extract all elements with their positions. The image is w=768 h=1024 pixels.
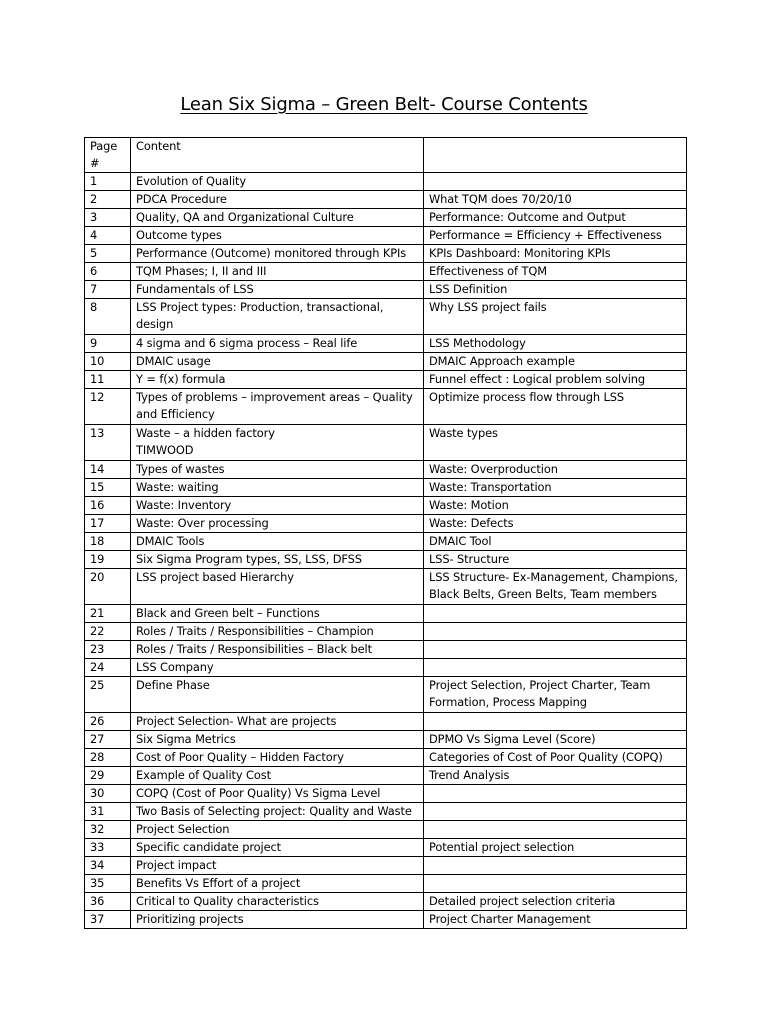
content-cell: Types of problems – improvement areas – Quality and Efficiency [131,389,424,425]
content-cell: LSS Company [131,659,424,677]
extra-cell: Waste: Transportation [424,479,687,497]
content-cell: COPQ (Cost of Poor Quality) Vs Sigma Level [131,785,424,803]
table-row [85,605,687,623]
extra-cell: Funnel effect : Logical problem solving [424,371,687,389]
page-number-cell: 28 [85,749,131,767]
table-row [85,731,687,749]
content-cell: Cost of Poor Quality – Hidden Factory [131,749,424,767]
content-cell: Black and Green belt – Functions [131,605,424,623]
content-cell: Performance (Outcome) monitored through KPIs [131,245,424,263]
extra-cell: Waste: Motion [424,497,687,515]
extra-cell: Effectiveness of TQM [424,263,687,281]
header-content: Content [131,138,424,173]
page-number-cell: 23 [85,641,131,659]
extra-cell [424,641,687,659]
document-title: Lean Six Sigma – Green Belt- Course Contents [180,94,588,115]
page-number-cell: 30 [85,785,131,803]
table-row [85,767,687,785]
extra-cell: Why LSS project fails [424,299,687,335]
table-row [85,425,687,461]
content-cell: Benefits Vs Effort of a project [131,875,424,893]
table-row [85,263,687,281]
page-number-cell: 10 [85,353,131,371]
extra-cell [424,857,687,875]
page-number-cell: 16 [85,497,131,515]
extra-cell: DMAIC Approach example [424,353,687,371]
content-cell: Prioritizing projects [131,911,424,929]
header-extra [424,138,687,173]
page-number-cell: 5 [85,245,131,263]
table-row [85,335,687,353]
content-cell: Critical to Quality characteristics [131,893,424,911]
content-cell: PDCA Procedure [131,191,424,209]
page-number-cell: 4 [85,227,131,245]
table-row [85,173,687,191]
table-row [85,533,687,551]
extra-cell [424,623,687,641]
extra-cell: Categories of Cost of Poor Quality (COPQ) [424,749,687,767]
table-row [85,461,687,479]
table-row [85,803,687,821]
page-number-cell: 20 [85,569,131,605]
content-cell: Y = f(x) formula [131,371,424,389]
content-cell: DMAIC Tools [131,533,424,551]
page-number-cell: 36 [85,893,131,911]
page-number-cell: 21 [85,605,131,623]
table-row [85,245,687,263]
extra-cell [424,803,687,821]
table-row [85,299,687,335]
table-row [85,857,687,875]
page-number-cell: 1 [85,173,131,191]
page-number-cell: 22 [85,623,131,641]
table-row [85,677,687,713]
extra-cell [424,875,687,893]
content-cell: Roles / Traits / Responsibilities – Champion [131,623,424,641]
extra-cell: LSS Structure- Ex-Management, Champions, Black Belts, Green Belts, Team members [424,569,687,605]
page-number-cell: 11 [85,371,131,389]
content-cell: Project impact [131,857,424,875]
content-cell: Waste: Over processing [131,515,424,533]
extra-cell [424,173,687,191]
extra-cell: LSS Methodology [424,335,687,353]
page-number-cell: 33 [85,839,131,857]
table-row [85,497,687,515]
table-row [85,281,687,299]
table-header-row [85,138,687,173]
page-number-cell: 6 [85,263,131,281]
page-number-cell: 15 [85,479,131,497]
page-number-cell: 9 [85,335,131,353]
content-cell: Fundamentals of LSS [131,281,424,299]
content-cell: Roles / Traits / Responsibilities – Black belt [131,641,424,659]
content-cell: Project Selection- What are projects [131,713,424,731]
content-cell: Evolution of Quality [131,173,424,191]
extra-cell: Performance = Efficiency + Effectiveness [424,227,687,245]
page-number-cell: 14 [85,461,131,479]
content-cell: Outcome types [131,227,424,245]
content-cell: LSS project based Hierarchy [131,569,424,605]
extra-cell: Optimize process flow through LSS [424,389,687,425]
page-number-cell: 3 [85,209,131,227]
page-number-cell: 34 [85,857,131,875]
extra-cell: DPMO Vs Sigma Level (Score) [424,731,687,749]
extra-cell: KPIs Dashboard: Monitoring KPIs [424,245,687,263]
extra-cell [424,659,687,677]
table-row [85,659,687,677]
table-row [85,785,687,803]
header-page-number: Page # [85,138,131,173]
extra-cell: Waste: Overproduction [424,461,687,479]
table-row [85,353,687,371]
extra-cell: What TQM does 70/20/10 [424,191,687,209]
content-cell: Six Sigma Metrics [131,731,424,749]
table-row [85,911,687,929]
content-cell: Waste: waiting [131,479,424,497]
page-number-cell: 25 [85,677,131,713]
page-number-cell: 13 [85,425,131,461]
content-cell: Types of wastes [131,461,424,479]
page-number-cell: 2 [85,191,131,209]
table-row [85,713,687,731]
content-cell: Six Sigma Program types, SS, LSS, DFSS [131,551,424,569]
content-cell: LSS Project types: Production, transactional, design [131,299,424,335]
page-number-cell: 35 [85,875,131,893]
content-cell: Waste: Inventory [131,497,424,515]
table-row [85,569,687,605]
extra-cell: Waste types [424,425,687,461]
content-cell: Quality, QA and Organizational Culture [131,209,424,227]
table-row [85,551,687,569]
page-number-cell: 26 [85,713,131,731]
extra-cell: LSS- Structure [424,551,687,569]
table-row [85,227,687,245]
content-cell: DMAIC usage [131,353,424,371]
page-number-cell: 29 [85,767,131,785]
table-row [85,371,687,389]
page-number-cell: 8 [85,299,131,335]
table-row [85,191,687,209]
page-number-cell: 12 [85,389,131,425]
content-cell: Waste – a hidden factory TIMWOOD [131,425,424,461]
extra-cell [424,713,687,731]
table-row [85,749,687,767]
page-number-cell: 27 [85,731,131,749]
content-cell: Specific candidate project [131,839,424,857]
content-cell: TQM Phases; I, II and III [131,263,424,281]
extra-cell: Project Selection, Project Charter, Team Formation, Process Mapping [424,677,687,713]
page-number-cell: 24 [85,659,131,677]
extra-cell: Waste: Defects [424,515,687,533]
page-number-cell: 18 [85,533,131,551]
page-number-cell: 19 [85,551,131,569]
table-row [85,839,687,857]
extra-cell: Potential project selection [424,839,687,857]
extra-cell [424,821,687,839]
table-row [85,209,687,227]
table-row [85,821,687,839]
content-cell: Define Phase [131,677,424,713]
extra-cell: DMAIC Tool [424,533,687,551]
extra-cell: LSS Definition [424,281,687,299]
extra-cell: Performance: Outcome and Output [424,209,687,227]
table-row [85,875,687,893]
extra-cell [424,605,687,623]
table-row [85,389,687,425]
extra-cell [424,785,687,803]
extra-cell: Project Charter Management [424,911,687,929]
content-cell: Example of Quality Cost [131,767,424,785]
table-row [85,641,687,659]
content-cell: Project Selection [131,821,424,839]
page-number-cell: 37 [85,911,131,929]
extra-cell: Trend Analysis [424,767,687,785]
page-number-cell: 17 [85,515,131,533]
table-row [85,623,687,641]
page-number-cell: 32 [85,821,131,839]
extra-cell: Detailed project selection criteria [424,893,687,911]
content-cell: Two Basis of Selecting project: Quality and Waste [131,803,424,821]
table-row [85,893,687,911]
course-contents-table [84,137,687,929]
table-row [85,479,687,497]
content-cell: 4 sigma and 6 sigma process – Real life [131,335,424,353]
page-number-cell: 7 [85,281,131,299]
page-number-cell: 31 [85,803,131,821]
table-row [85,515,687,533]
